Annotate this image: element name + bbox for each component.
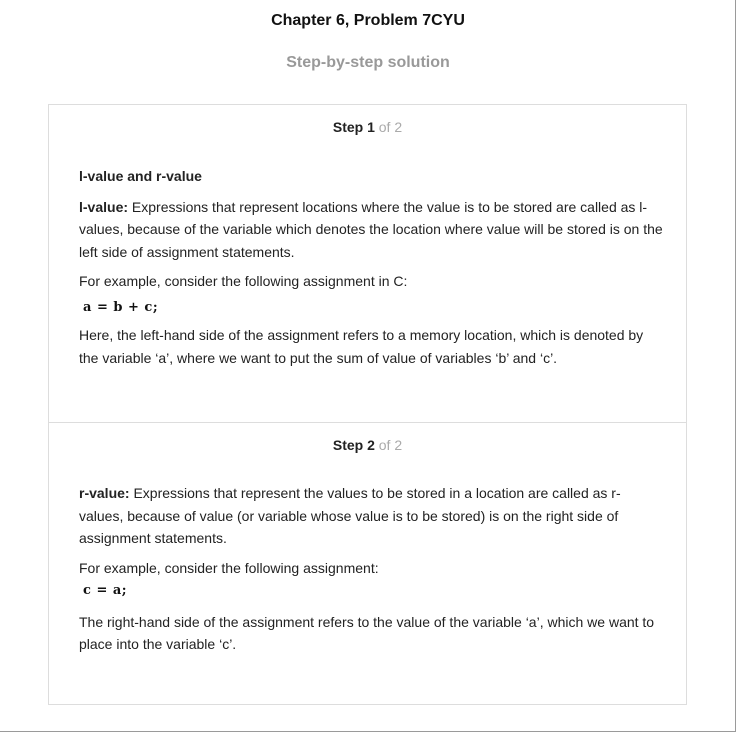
explanation-paragraph: The right-hand side of the assignment refers to the value of the variable ‘a’, which we want to place into the variable ‘c’. [79,613,655,652]
page-title: Chapter 6, Problem 7CYU [271,12,465,29]
example-intro: For example, consider the following assignment: [79,559,379,576]
step-1-body [79,165,664,369]
step-subheading: l-value and r-value [79,168,202,184]
step-count: of 2 [378,437,403,453]
step-1-section [49,105,686,423]
step-count: of 2 [378,119,403,135]
step-2-body [79,482,664,656]
step-2-header [49,437,686,453]
step-label: Step 2 [332,437,375,453]
solution-box [48,104,687,705]
step-label: Step 1 [332,119,375,135]
term-label: l-value: [79,198,129,215]
definition-paragraph [79,482,664,550]
definition-text: Expressions that represent the values to be stored in a location are called as r-values, because of value (or variable whose value is to be stored) is on the right side of assignment statements. [79,485,621,546]
definition-text: Expressions that represent locations where the value is to be stored are called as l-values, because of the variable which denotes the location where value will be stored is on the left side of assignment statements. [79,198,663,260]
step-1-header [49,119,686,135]
term-label: r-value: [79,485,130,501]
solution-subtitle: Step-by-step solution [286,54,450,71]
formula: c = a; [83,583,128,598]
explanation-paragraph: Here, the left-hand side of the assignment refers to a memory location, which is denoted by the variable ‘a’, where we want to put the sum of value of variables ‘b’ and ‘c’. [79,327,644,366]
step-2-section [49,423,686,704]
formula: a = b + c; [83,299,159,315]
example-intro: For example, consider the following assignment in C: [79,273,408,289]
definition-paragraph [79,196,664,264]
